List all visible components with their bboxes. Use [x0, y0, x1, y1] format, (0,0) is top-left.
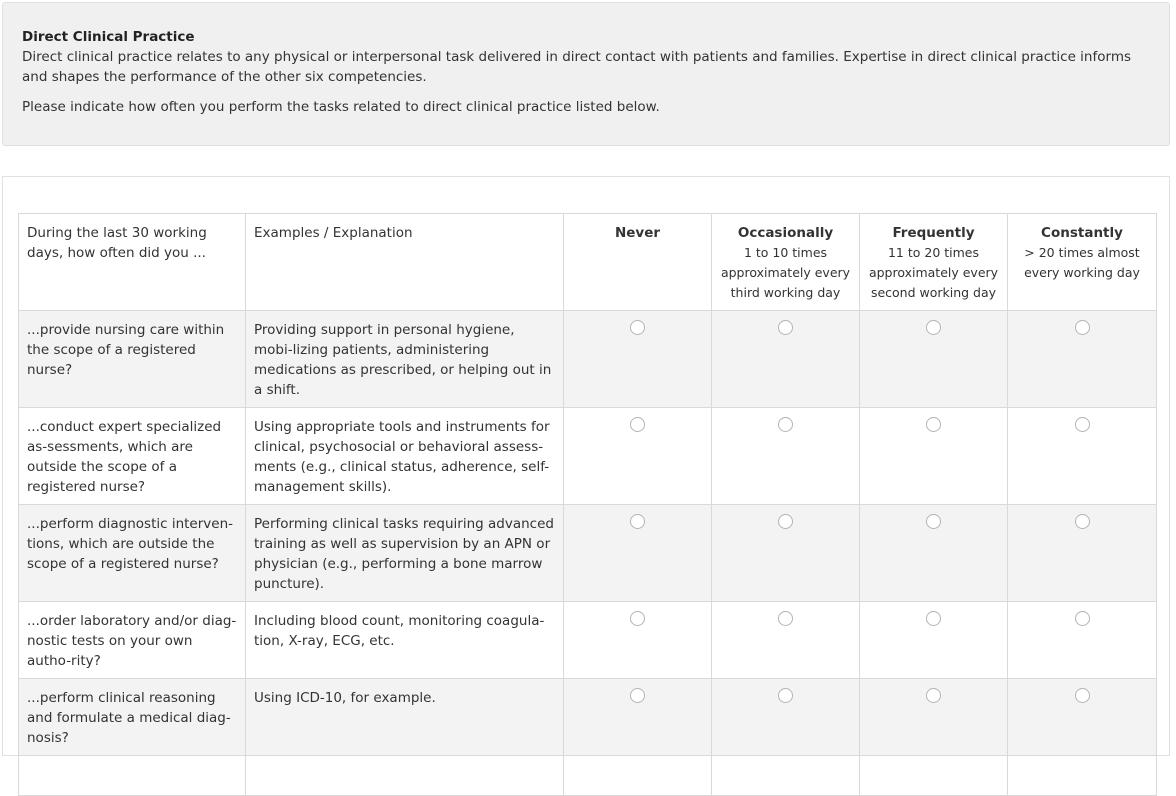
intro-box [2, 2, 1170, 146]
table-row [19, 311, 1157, 408]
radio-never[interactable] [630, 688, 645, 703]
section-title: Direct Clinical Practice [22, 29, 195, 45]
example-text: Performing clinical tasks requiring advanced training as well as supervision by an APN or physician (e.g., performing a bone marrow puncture). [246, 505, 564, 602]
radio-frequently[interactable] [926, 611, 941, 626]
radio-never[interactable] [630, 611, 645, 626]
example-text [246, 756, 564, 796]
radio-occasionally[interactable] [778, 320, 793, 335]
question-text: ...perform clinical reasoning and formulate a medical diag-nosis? [19, 679, 246, 756]
question-text: ...perform diagnostic interven-tions, which are outside the scope of a registered nurse? [19, 505, 246, 602]
radio-occasionally[interactable] [778, 417, 793, 432]
example-text: Using appropriate tools and instruments for clinical, psychosocial or behavioral assess-ments (e.g., clinical status, adherence, self-management skills). [246, 408, 564, 505]
radio-frequently[interactable] [926, 417, 941, 432]
radio-constantly[interactable] [1075, 320, 1090, 335]
table-row [19, 679, 1157, 756]
radio-frequently[interactable] [926, 320, 941, 335]
question-text: ...provide nursing care within the scope of a registered nurse? [19, 311, 246, 408]
radio-frequently[interactable] [926, 514, 941, 529]
option-desc: > 20 times almost every working day [1024, 245, 1140, 280]
header-examples: Examples / Explanation [246, 214, 564, 311]
radio-constantly[interactable] [1075, 417, 1090, 432]
header-option-occasionally [712, 214, 860, 311]
radio-never[interactable] [630, 417, 645, 432]
question-text: ...conduct expert specialized as-sessments, which are outside the scope of a registered nurse? [19, 408, 246, 505]
table-row [19, 408, 1157, 505]
radio-constantly[interactable] [1075, 611, 1090, 626]
radio-never[interactable] [630, 320, 645, 335]
radio-frequently[interactable] [926, 688, 941, 703]
radio-occasionally[interactable] [778, 688, 793, 703]
frequency-matrix [18, 213, 1157, 796]
header-question: During the last 30 working days, how often did you ... [19, 214, 246, 311]
option-label: Never [614, 225, 661, 241]
radio-occasionally[interactable] [778, 611, 793, 626]
table-row [19, 505, 1157, 602]
radio-occasionally[interactable] [778, 514, 793, 529]
header-option-frequently [860, 214, 1008, 311]
question-text: ...order laboratory and/or diag-nostic tests on your own autho-rity? [19, 602, 246, 679]
example-text: Providing support in personal hygiene, mobi-lizing patients, administering medications as prescribed, or helping out in a shift. [246, 311, 564, 408]
radio-constantly[interactable] [1075, 688, 1090, 703]
section-instruction: Please indicate how often you perform the tasks related to direct clinical practice listed below. [22, 99, 660, 115]
table-row [19, 756, 1157, 796]
header-option-constantly [1008, 214, 1157, 311]
option-label: Constantly [1041, 225, 1123, 241]
option-desc: 1 to 10 times approximately every third working day [720, 245, 851, 300]
radio-never[interactable] [630, 514, 645, 529]
table-row [19, 602, 1157, 679]
option-label: Occasionally [737, 225, 834, 241]
header-option-never [564, 214, 712, 311]
question-text [19, 756, 246, 796]
radio-constantly[interactable] [1075, 514, 1090, 529]
option-label: Frequently [892, 225, 975, 241]
example-text: Including blood count, monitoring coagula-tion, X-ray, ECG, etc. [246, 602, 564, 679]
example-text: Using ICD-10, for example. [246, 679, 564, 756]
section-description: Direct clinical practice relates to any physical or interpersonal task delivered in direct contact with patients and families. Expertise in direct clinical practice informs and shapes the performance of the other six competencies. [22, 49, 1131, 85]
option-desc: 11 to 20 times approximately every second working day [868, 245, 999, 300]
